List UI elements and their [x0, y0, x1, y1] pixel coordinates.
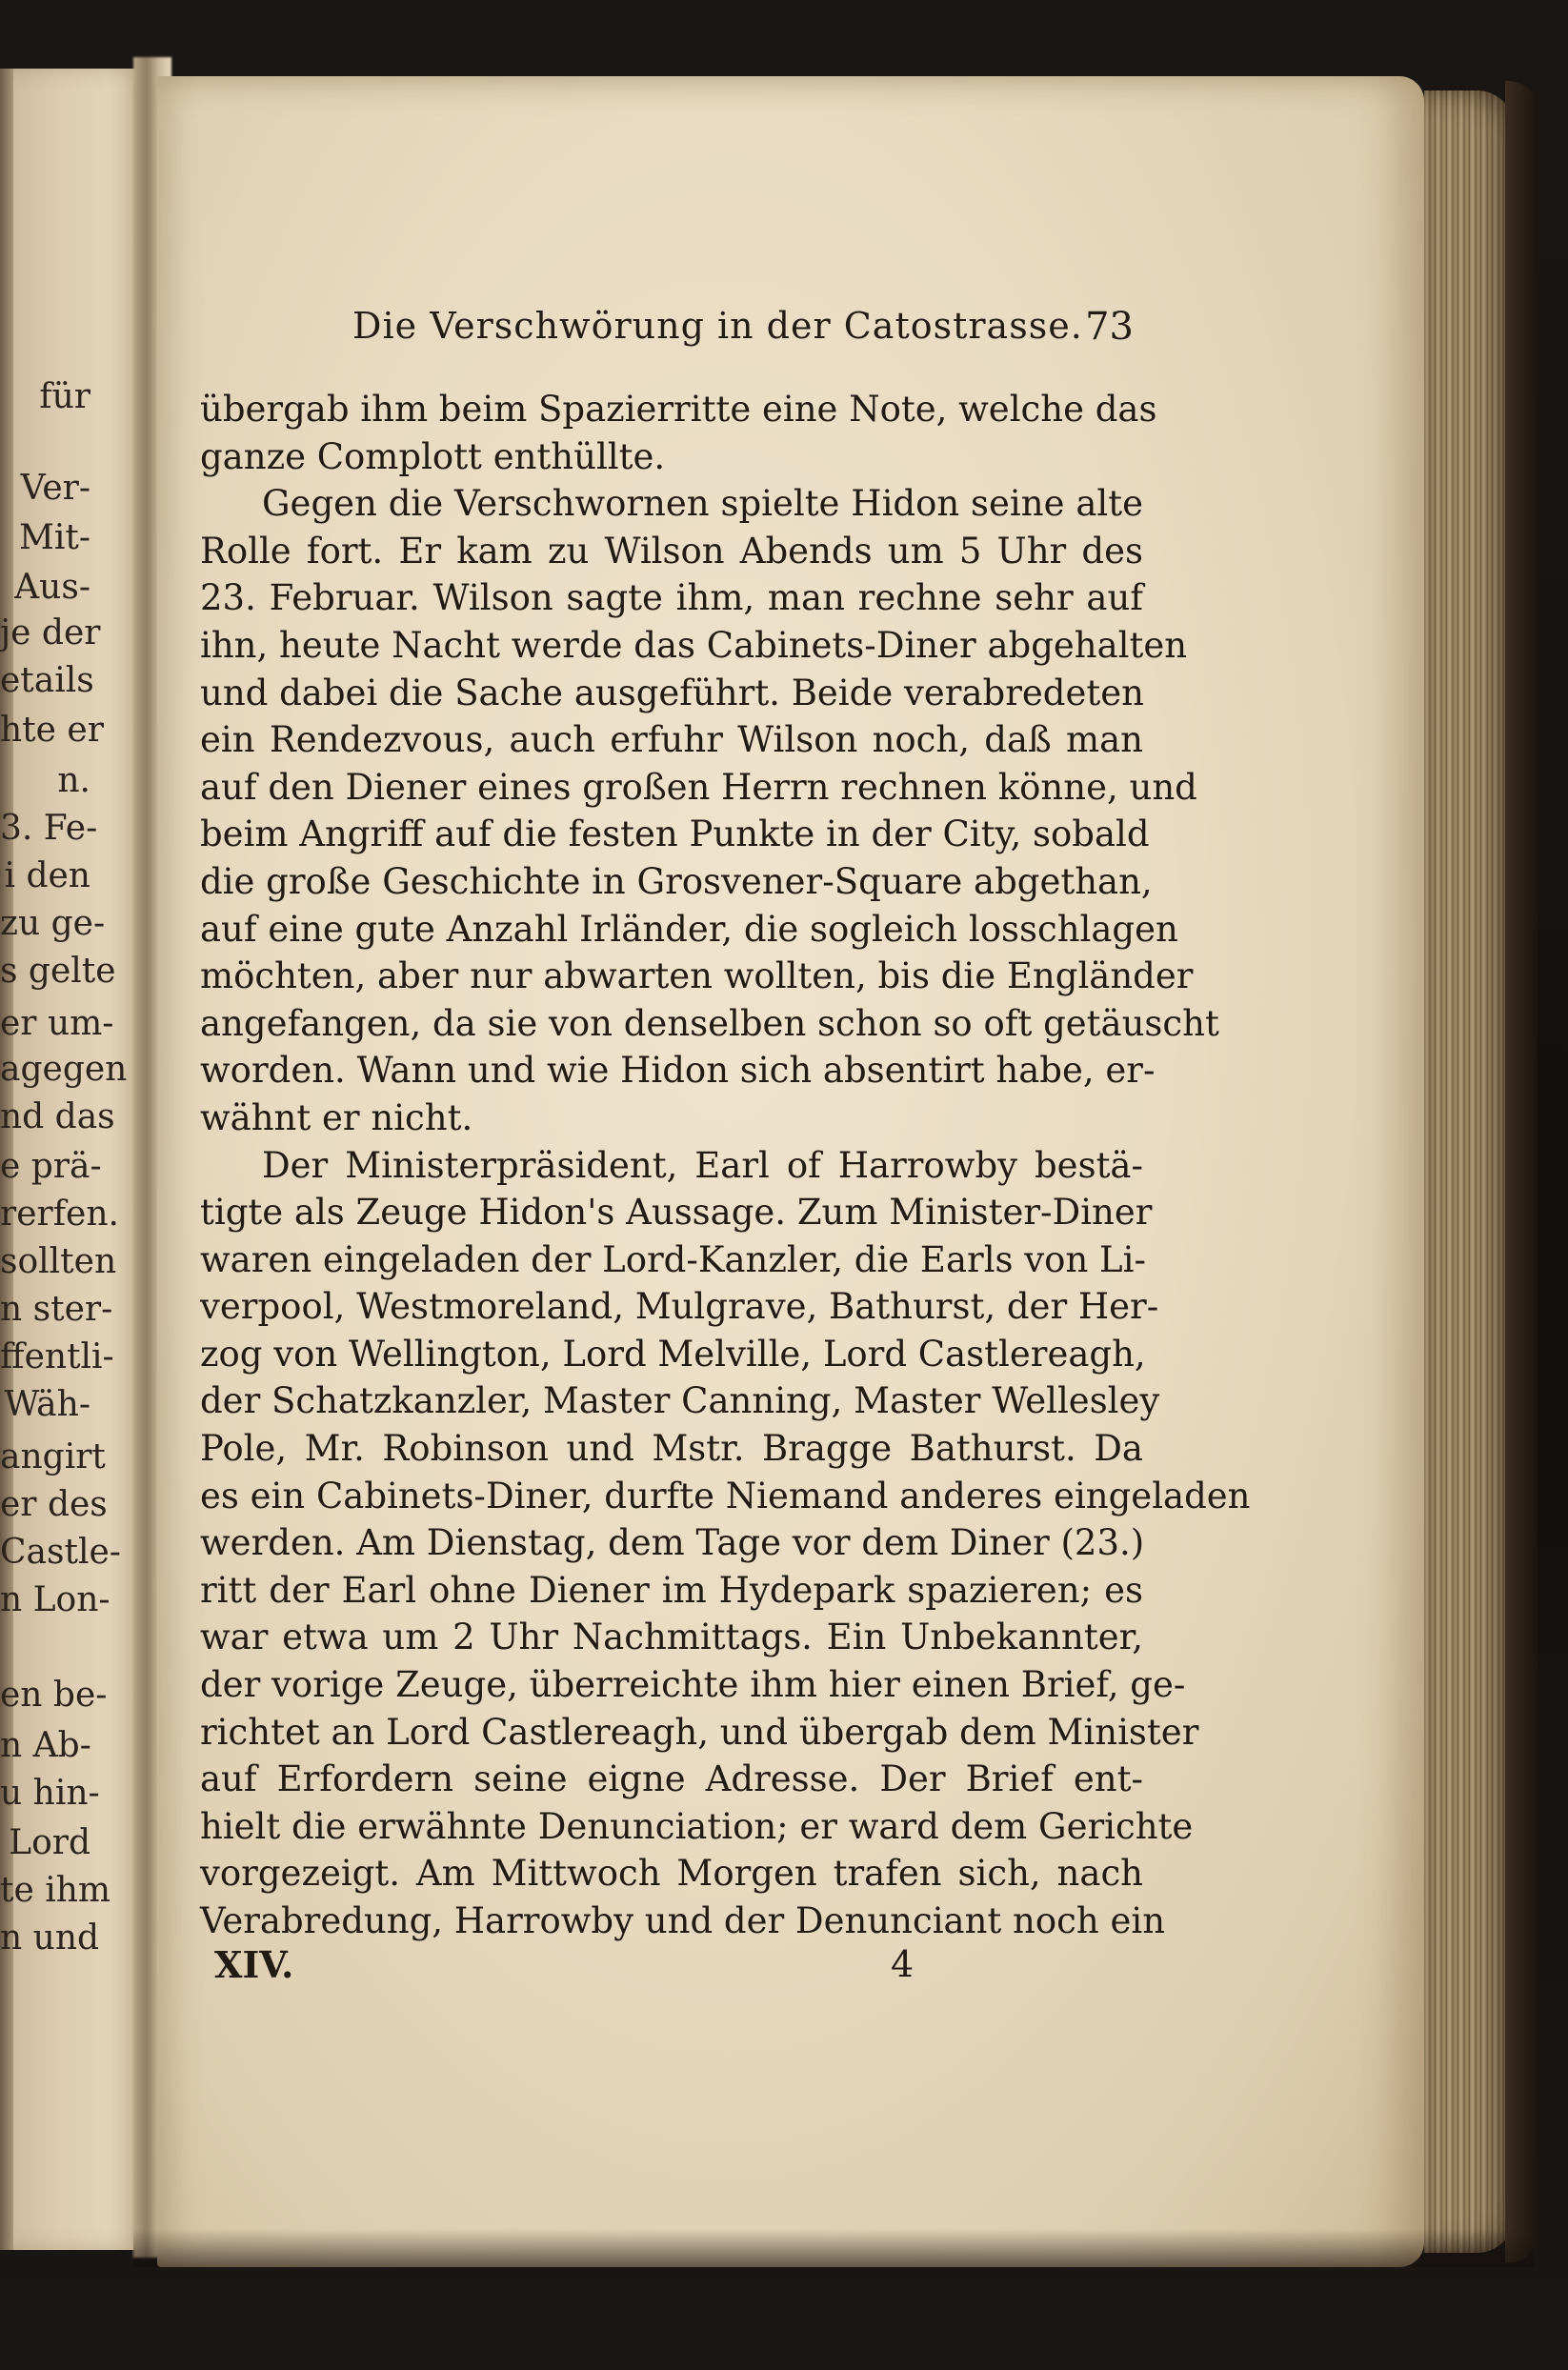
text-line: ganze Complott enthüllte.: [200, 435, 666, 477]
text-line: es ein Cabinets-Diner, durfte Niemand anderes eingeladen: [200, 1475, 1251, 1516]
left-page-fragment: Lord: [9, 1823, 90, 1862]
left-page-fragment: Wäh-: [4, 1385, 90, 1424]
left-page-fragment: te ihm: [0, 1871, 111, 1910]
left-page-fragment: en be-: [0, 1676, 108, 1715]
left-page-fragment: er um-: [0, 1004, 114, 1043]
text-line: 23. Februar. Wilson sagte ihm, man rechne sehr auf: [200, 577, 1143, 619]
page-footer: [214, 1943, 976, 2000]
text-line: die große Geschichte in Grosvener-Square abgethan,: [200, 860, 1153, 902]
running-head: [352, 305, 1134, 362]
left-page-fragment: nd das: [0, 1097, 115, 1136]
left-page-fragment: u hin-: [0, 1774, 100, 1813]
left-page-fragment: Castle-: [0, 1533, 121, 1572]
text-line: vorgezeigt. Am Mittwoch Morgen trafen sich, nach: [200, 1853, 1143, 1895]
text-line: auf den Diener eines großen Herrn rechnen könne, und: [200, 766, 1197, 808]
text-line: Der Ministerpräsident, Earl of Harrowby bestä-: [262, 1144, 1143, 1186]
text-line: und dabei die Sache ausgeführt. Beide verabredeten: [200, 672, 1144, 713]
text-line: auf eine gute Anzahl Irländer, die sogleich losschlagen: [200, 908, 1178, 950]
left-page-fragment: n Ab-: [0, 1726, 91, 1765]
left-page-fragment: Ver-: [20, 469, 90, 508]
text-line: möchten, aber nur abwarten wollten, bis die Engländer: [200, 955, 1194, 997]
left-page-fragment: Aus-: [14, 568, 90, 607]
left-page-fragment: n Lon-: [0, 1580, 111, 1619]
text-line: Gegen die Verschwornen spielte Hidon seine alte: [262, 483, 1143, 525]
left-page-fragment: Mit-: [18, 518, 90, 557]
left-page-fragment: hte er: [0, 711, 104, 750]
book-cover-edge: [1505, 81, 1538, 2262]
page-bottom-shadow: [133, 2229, 1534, 2267]
signature-mark: XIV.: [214, 1943, 294, 1986]
text-line: übergab ihm beim Spazierritte eine Note, welche das: [200, 389, 1157, 430]
text-line: Rolle fort. Er kam zu Wilson Abends um 5 Uhr des: [200, 530, 1143, 572]
text-line: hielt die erwähnte Denunciation; er ward dem Gerichte: [200, 1805, 1194, 1847]
left-page-fragment: zu ge-: [0, 904, 106, 943]
left-page-fragment: s gelte: [0, 952, 116, 991]
text-line: ein Rendezvous, auch erfuhr Wilson noch, daß man: [200, 719, 1143, 761]
left-page-fragment: 3. Fe-: [0, 809, 98, 848]
text-line: ritt der Earl ohne Diener im Hydepark spazieren; es: [200, 1569, 1143, 1611]
left-page-fragment: n.: [57, 761, 90, 800]
left-page-fragment: n ster-: [0, 1290, 113, 1329]
page-edges: [1424, 90, 1515, 2253]
text-line: Verabredung, Harrowby und der Denunciant noch ein: [200, 1900, 1166, 1941]
left-page-fragment: für: [39, 377, 90, 416]
left-page-fragment: je der: [0, 613, 101, 653]
left-page-fragment: rerfen.: [0, 1195, 119, 1234]
left-page-fragment: e prä-: [0, 1147, 102, 1186]
sheet-number: 4: [891, 1943, 915, 1985]
text-line: der Schatzkanzler, Master Canning, Master Wellesley: [200, 1380, 1160, 1422]
text-line: der vorige Zeuge, überreichte ihm hier einen Brief, ge-: [200, 1664, 1186, 1706]
text-line: zog von Wellington, Lord Melville, Lord Castlereagh,: [200, 1333, 1146, 1375]
text-line: beim Angriff auf die festen Punkte in der City, sobald: [200, 813, 1150, 855]
left-page-fragment: er des: [0, 1485, 108, 1524]
text-line: Pole, Mr. Robinson und Mstr. Bragge Bathurst. Da: [200, 1428, 1143, 1470]
text-line: angefangen, da sie von denselben schon so oft getäuscht: [200, 1002, 1219, 1044]
text-line: verpool, Westmoreland, Mulgrave, Bathurst, der Her-: [200, 1286, 1159, 1328]
left-page-fragment: i den: [4, 856, 90, 895]
left-page-fragment: etails: [0, 661, 94, 700]
text-line: waren eingeladen der Lord-Kanzler, die Earls von Li-: [200, 1238, 1146, 1280]
text-line: wähnt er nicht.: [200, 1096, 473, 1138]
text-line: richtet an Lord Castlereagh, und übergab dem Minister: [200, 1711, 1199, 1753]
left-page-fragment: ffentli-: [0, 1337, 114, 1376]
body-text: [200, 386, 1251, 1945]
left-page-fragment: agegen: [0, 1050, 128, 1089]
text-line: tigte als Zeuge Hidon's Aussage. Zum Minister-Diner: [200, 1192, 1153, 1234]
left-page-fragment: sollten: [0, 1242, 117, 1281]
text-line: war etwa um 2 Uhr Nachmittags. Ein Unbekannter,: [200, 1617, 1143, 1658]
running-title: Die Verschwörung in der Catostrasse.: [352, 305, 1083, 347]
text-line: ihn, heute Nacht werde das Cabinets-Diner abgehalten: [200, 624, 1188, 666]
page-number: 73: [1085, 305, 1134, 349]
text-line: auf Erfordern seine eigne Adresse. Der Brief ent-: [200, 1758, 1143, 1800]
left-page-fragment: angirt: [0, 1437, 106, 1476]
text-line: werden. Am Dienstag, dem Tage vor dem Diner (23.): [200, 1522, 1145, 1564]
left-page-fragment: n und: [0, 1918, 100, 1958]
text-line: worden. Wann und wie Hidon sich absentirt habe, er-: [200, 1050, 1156, 1092]
